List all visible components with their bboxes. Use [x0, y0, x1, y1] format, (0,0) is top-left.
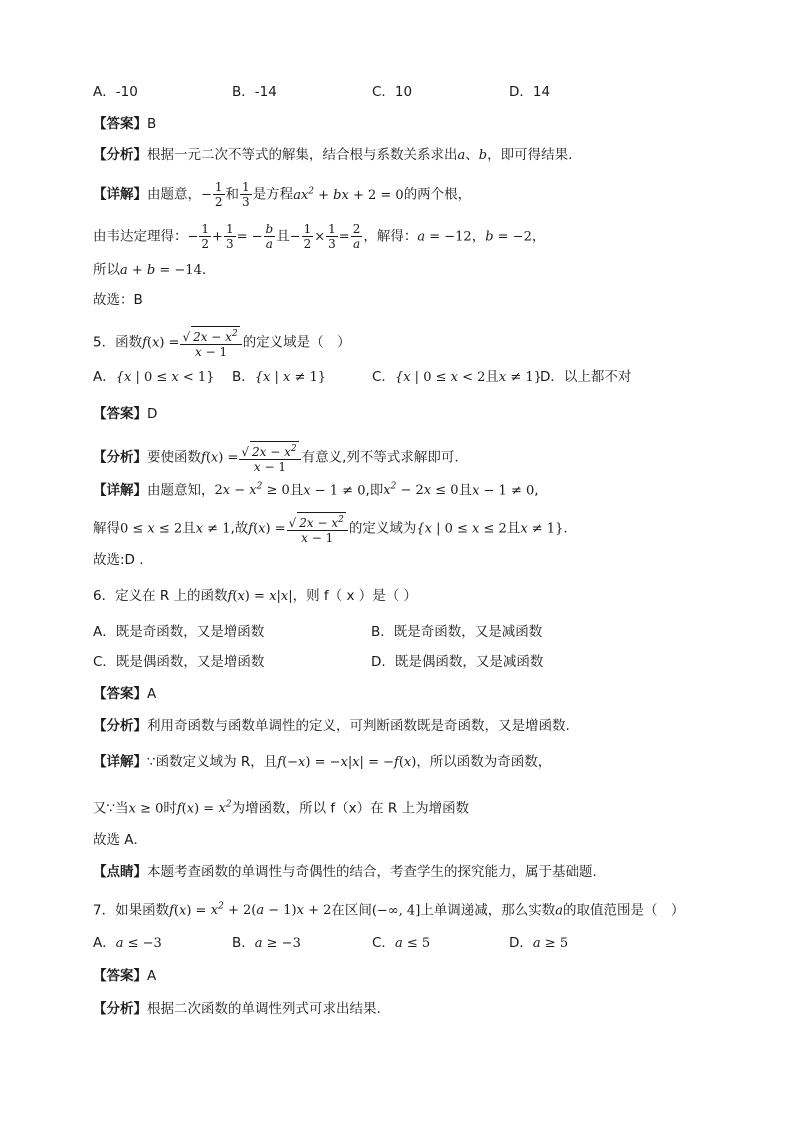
q6-choose: 故选 A． — [93, 832, 148, 848]
q4-detail-3: 所以a + b = −14. — [93, 262, 207, 278]
q5-detail-1: 【详解】由题意知，$2x - x^2 \ge 0$且x − 1 ≠ 0,即$x^2 - 2x \le 0$且x − 1 ≠ 0, — [93, 482, 539, 499]
q7-option-c: C．a ≤ 5 — [372, 935, 431, 951]
q6-option-d: D．既是偶函数，又是减函数 — [371, 654, 544, 670]
q5-stem: 5．函数f(x) = $\frac{√ 2x - x^2}{x - 1}$ 的定义域是（ ） — [93, 326, 351, 359]
q4-option-c: C．10 — [372, 84, 413, 100]
q6-option-c: C．既是偶函数，又是增函数 — [93, 654, 265, 670]
q4-option-b: B．-14 — [232, 84, 277, 100]
q6-comment: 【点睛】本题考查函数的单调性与奇偶性的结合，考查学生的探究能力，属于基础题． — [93, 864, 606, 880]
q5-analysis: 【分析】要使函数f(x) = $\frac{√ 2x - x^2}{x - 1}$ 有意义,列不等式求解即可. — [93, 441, 459, 474]
q7-answer: 【答案】A — [93, 968, 157, 984]
q6-analysis: 【分析】利用奇函数与函数单调性的定义，可判断函数既是奇函数，又是增函数. — [93, 718, 570, 734]
q7-option-b: B．a ≥ −3 — [232, 935, 301, 951]
q5-option-a: A．{x | 0 ≤ x < 1} — [93, 369, 215, 385]
q5-detail-2: 解得0 ≤ x ≤ 2且x ≠ 1,故f(x) = $\frac{√ 2x - x^2}{x - 1}$ 的定义域为{x | 0 ≤ x ≤ 2且x ≠ 1}. — [93, 512, 568, 545]
q4-answer: 【答案】B — [93, 116, 157, 132]
q6-option-a: A．既是奇函数，又是增函数 — [93, 624, 265, 640]
q5-option-c: C．{x | 0 ≤ x < 2且x ≠ 1} — [372, 369, 542, 385]
q4-detail-2: 由韦达定理得：− $\frac{1}{2}$ + $\frac{1}{3}$ = − $\frac{b}{a}$ 且− $\frac{1}{2}$ × $\frac{1}{3}$ = $\frac{2}{a}$ ，解得：a = −12，b = −2， — [93, 222, 546, 251]
q7-analysis: 【分析】根据二次函数的单调性列式可求出结果. — [93, 1001, 381, 1017]
q6-stem: 6．定义在 R 上的函数f(x) = x|x|，则 f（ x ）是（ ） — [93, 588, 418, 604]
q4-option-d: D．14 — [509, 84, 551, 100]
q4-detail-1: 【详解】由题意，− $\frac{1}{2}$ 和 $\frac{1}{3}$ 是方程$ax^2$ + bx + 2 = 0的两个根， — [93, 180, 472, 209]
q7-option-a: A．a ≤ −3 — [93, 935, 162, 951]
q7-option-d: D．a ≥ 5 — [509, 935, 569, 951]
q7-stem: 7．如果函数$f(x) = x^2 + 2(a - 1)x + 2$在区间(−∞, 4]上单调递减，那么实数a的取值范围是（ ） — [93, 902, 685, 919]
q4-option-a: A．-10 — [93, 84, 138, 100]
q5-choose: 故选:D . — [93, 552, 144, 568]
q6-detail-1: 【详解】∵函数定义域为 R，且f(−x) = −x|x| = −f(x)，所以函数为奇函数， — [93, 754, 552, 770]
q5-option-d: D．以上都不对 — [540, 369, 632, 385]
q4-analysis: 【分析】根据一元二次不等式的解集，结合根与系数关系求出a、b，即可得结果. — [93, 147, 573, 163]
q5-answer: 【答案】D — [93, 406, 158, 422]
q4-choose: 故选：B — [93, 292, 143, 308]
q6-detail-2: 又∵当x ≥ 0时$f(x) = x^2$为增函数，所以 f（x）在 R 上为增函数 — [93, 800, 470, 817]
q5-option-b: B．{x | x ≠ 1} — [232, 369, 327, 385]
q6-option-b: B．既是奇函数，又是减函数 — [371, 624, 543, 640]
q6-answer: 【答案】A — [93, 686, 157, 702]
